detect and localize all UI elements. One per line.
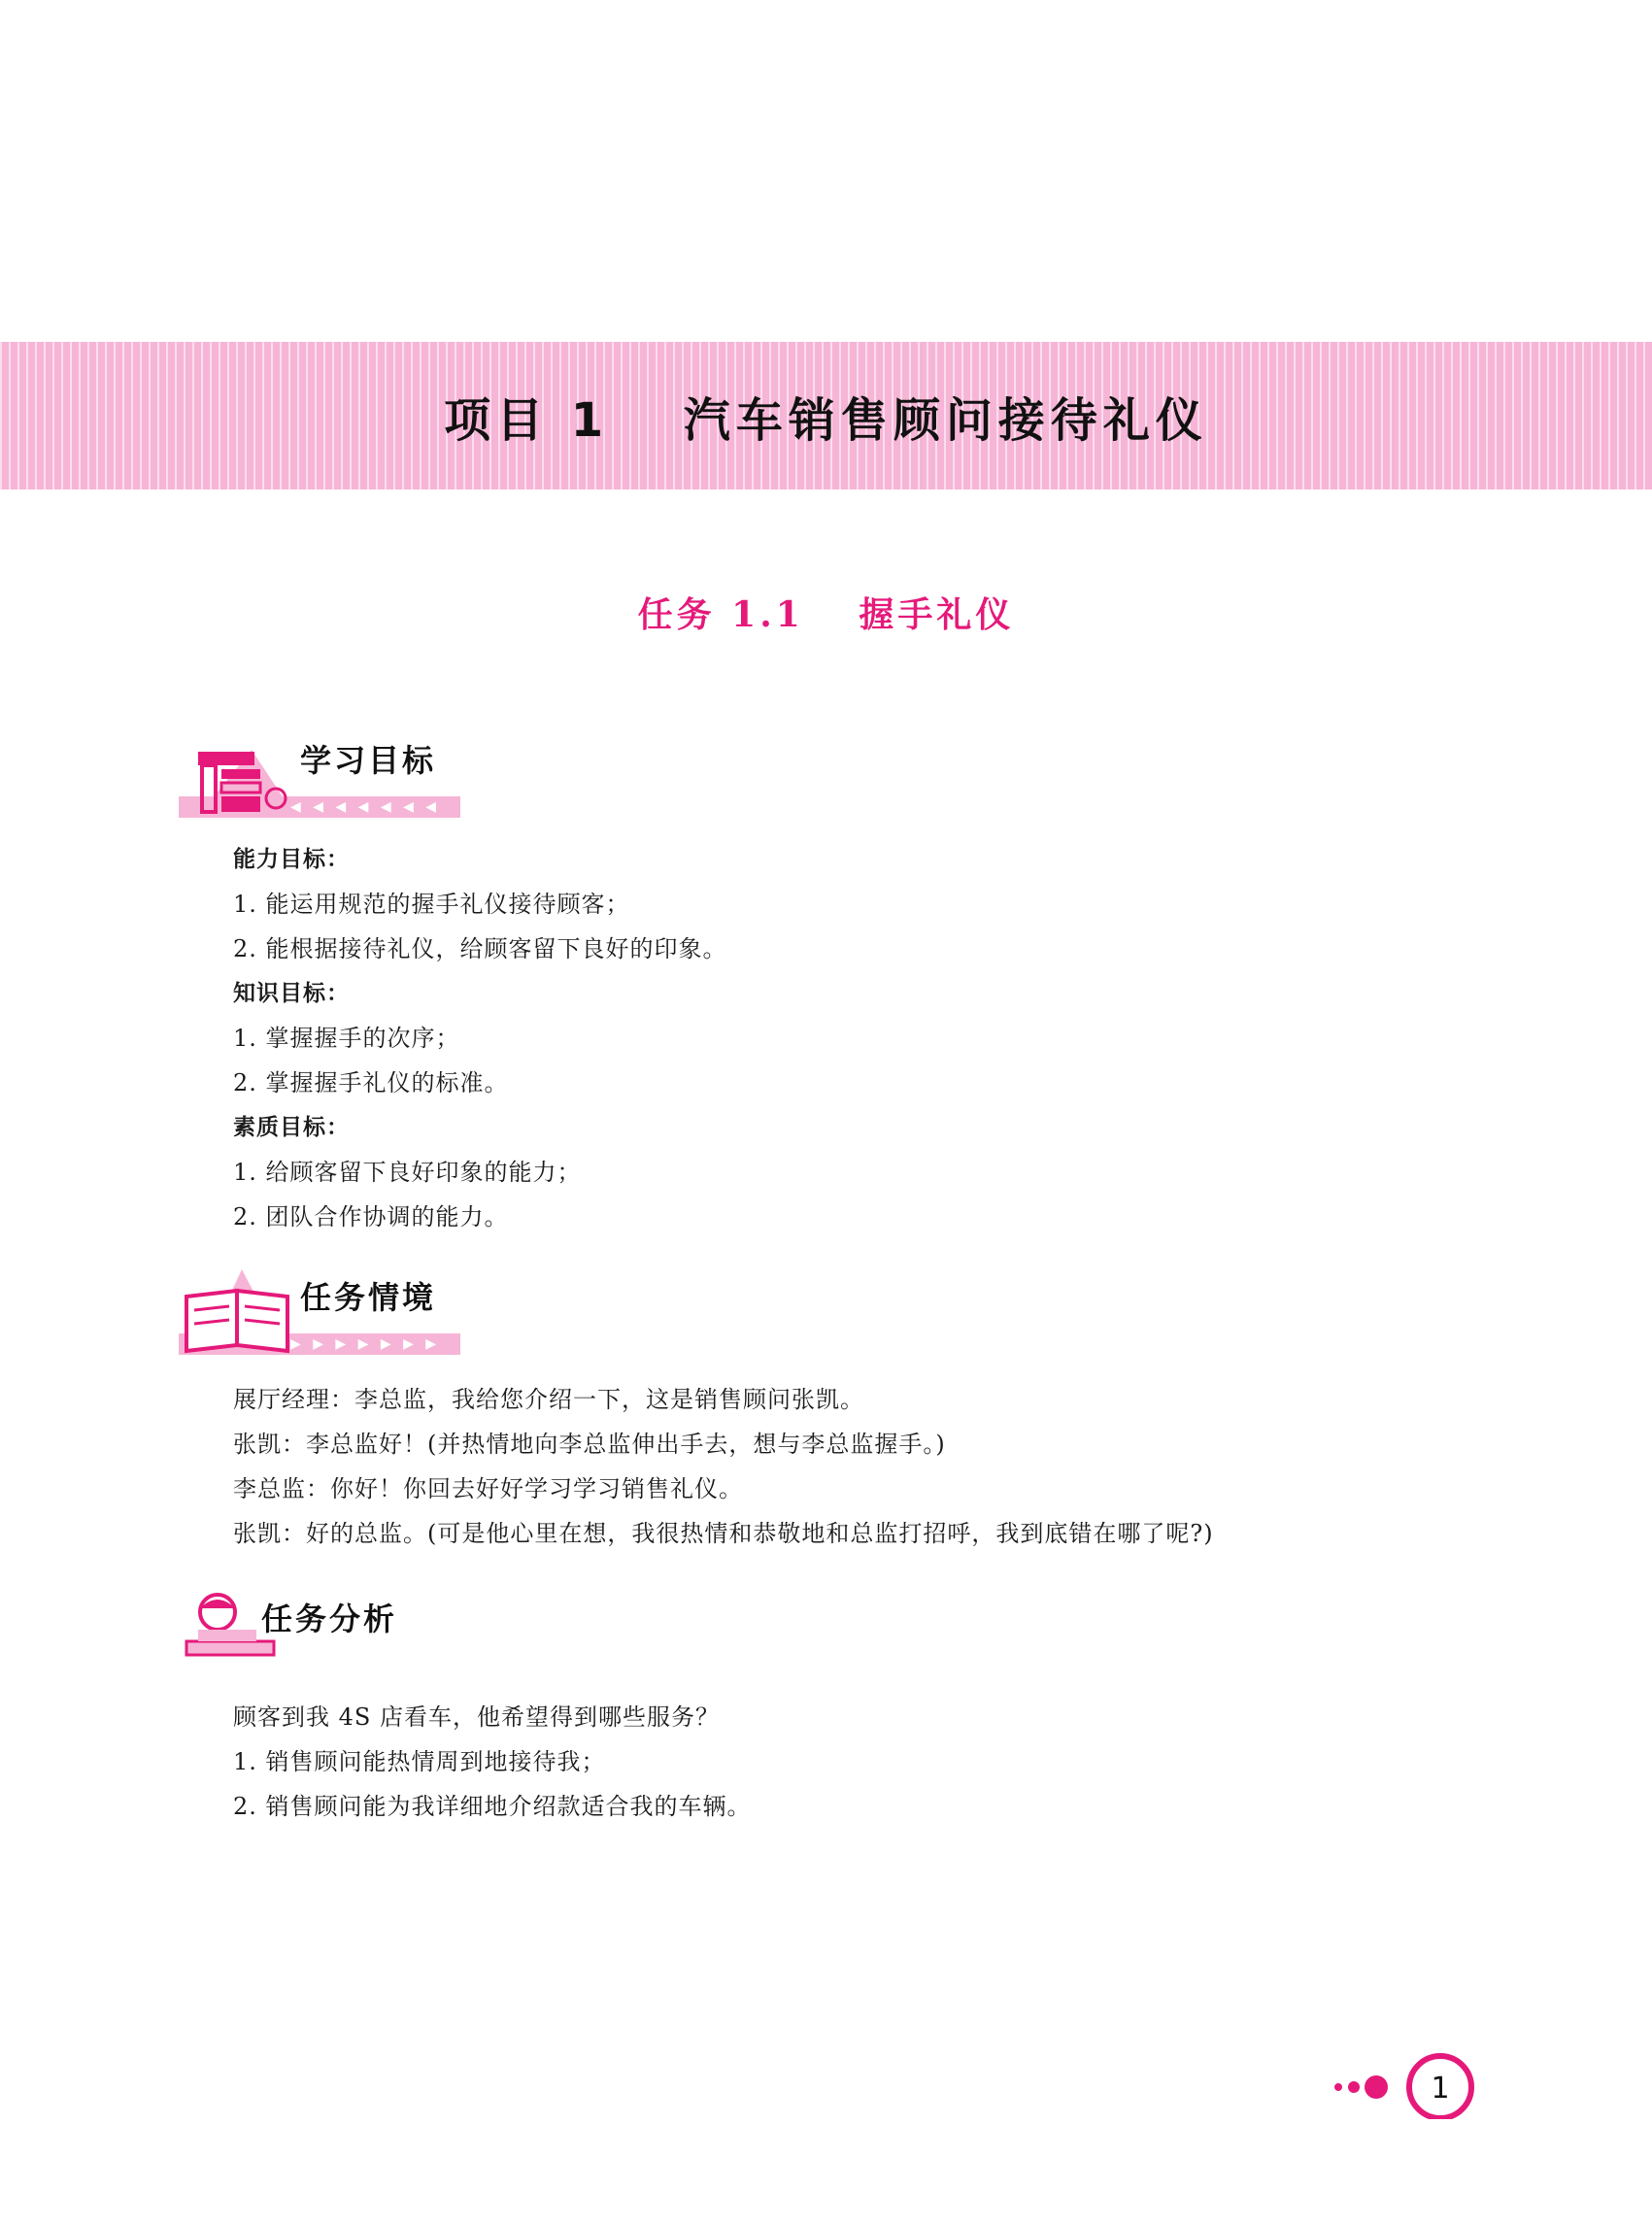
project-title: 项目 1 汽车销售顾问接待礼仪 — [444, 392, 1208, 448]
list-item: 顾客到我 4S 店看车，他希望得到哪些服务？ — [233, 1703, 720, 1731]
objectives-heading: 学习目标 — [300, 742, 437, 779]
list-item: 1. 销售顾问能热情周到地接待我； — [233, 1748, 606, 1775]
list-item: 2. 团队合作协调的能力。 — [233, 1203, 509, 1230]
quality-label: 素质目标： — [233, 1115, 350, 1140]
list-item: 1. 能运用规范的握手礼仪接待顾客； — [233, 891, 630, 918]
scenario-heading: 任务情境 — [300, 1279, 437, 1316]
dot-icon — [1348, 2081, 1360, 2093]
ribbon-arrows-icon: ▶ ▶ ▶ ▶ ▶ ▶ ▶ — [290, 1336, 441, 1352]
knowledge-label: 知识目标： — [233, 981, 350, 1006]
dot-icon — [1334, 2083, 1342, 2091]
analysis-content — [233, 1695, 752, 1829]
list-item: 1. 给顾客留下良好印象的能力； — [233, 1159, 582, 1186]
book-icon — [179, 1267, 305, 1355]
dot-icon — [1365, 2075, 1388, 2099]
objectives-content — [233, 837, 727, 1239]
list-item: 2. 能根据接待礼仪，给顾客留下良好的印象。 — [233, 935, 727, 962]
scenario-content — [233, 1377, 1214, 1556]
task-title: 任务 1.1 握手礼仪 — [637, 594, 1015, 635]
project-banner — [0, 342, 1652, 489]
scenario-header — [179, 1267, 489, 1355]
analysis-heading: 任务分析 — [261, 1601, 398, 1637]
list-item: 2. 掌握握手礼仪的标准。 — [233, 1069, 509, 1096]
list-item: 1. 掌握握手的次序； — [233, 1025, 460, 1052]
page-number: 1 — [1431, 2072, 1450, 2106]
list-item: 2. 销售顾问能为我详细地介绍款适合我的车辆。 — [233, 1793, 752, 1820]
objectives-header — [179, 730, 489, 818]
ability-label: 能力目标： — [233, 847, 350, 872]
dialogue-line: 张凯：好的总监。(可是他心里在想，我很热情和恭敬地和总监打招呼，我到底错在哪了呢?) — [233, 1520, 1214, 1547]
page-number-marker — [1331, 2051, 1476, 2119]
dialogue-line: 张凯：李总监好！(并热情地向李总监伸出手去，想与李总监握手。) — [233, 1431, 946, 1458]
dialogue-line: 展厅经理：李总监，我给您介绍一下，这是销售顾问张凯。 — [233, 1386, 864, 1413]
building-icon — [179, 730, 305, 818]
ribbon-arrows-icon: ◀ ◀ ◀ ◀ ◀ ◀ ◀ — [290, 799, 441, 815]
dialogue-line: 李总监：你好！你回去好好学习学习销售礼仪。 — [233, 1475, 743, 1502]
analysis-header — [179, 1591, 489, 1678]
